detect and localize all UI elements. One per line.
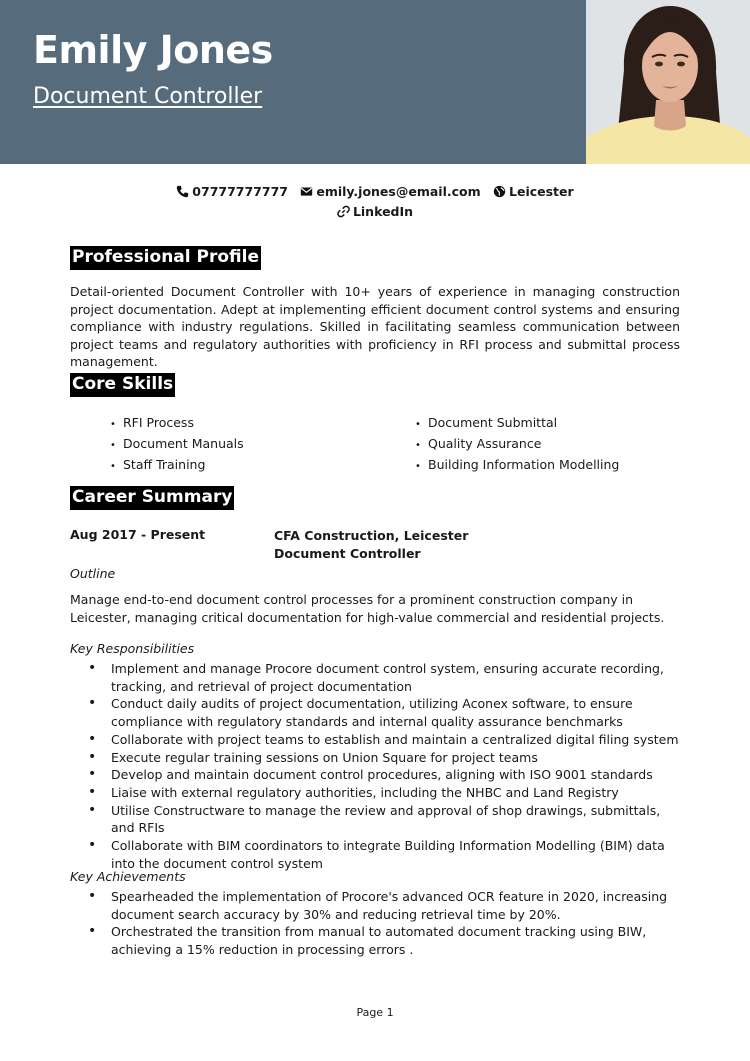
linkedin-text: LinkedIn (352, 204, 414, 219)
outline-text: Manage end-to-end document control processes for a prominent construction company in Leicester, managing critical documentation for high-value commercial and residential projects. (70, 592, 665, 625)
page-number: Page 1 (356, 1006, 394, 1019)
profile-photo (586, 0, 750, 164)
contact-location (493, 182, 574, 202)
job-company: CFA Construction, Leicester (274, 528, 469, 543)
phone-text: 07777777777 (192, 184, 288, 199)
envelope-icon (300, 185, 313, 198)
skill-item: • RFI Process (110, 413, 244, 434)
phone-icon (176, 185, 189, 198)
candidate-name: Emily Jones (33, 28, 273, 72)
link-icon (337, 205, 350, 218)
career-heading: Career Summary (70, 486, 234, 510)
list-item: • Develop and maintain document control procedures, aligning with ISO 9001 standards (87, 766, 687, 784)
job-role: Document Controller (274, 546, 421, 561)
contact-linkedin[interactable] (337, 202, 413, 222)
skills-column-right (415, 413, 619, 476)
skill-item: • Building Information Modelling (415, 455, 619, 476)
list-item: • Collaborate with BIM coordinators to integrate Building Information Modelling (BIM) data into the document control system (87, 837, 687, 872)
list-item: • Execute regular training sessions on Union Square for project teams (87, 749, 687, 767)
profile-heading: Professional Profile (70, 246, 261, 270)
job-company-block (274, 527, 468, 563)
skill-item: • Staff Training (110, 455, 244, 476)
outline-label: Outline (70, 566, 116, 581)
globe-icon (493, 185, 506, 198)
achievements-list (87, 888, 687, 959)
skills-heading: Core Skills (70, 373, 175, 397)
list-item: • Liaise with external regulatory authorities, including the NHBC and Land Registry (87, 784, 687, 802)
achievements-label: Key Achievements (70, 869, 186, 884)
skill-item: • Quality Assurance (415, 434, 619, 455)
list-item: • Implement and manage Procore document control system, ensuring accurate recording, tracking, and retrieval of project documentation (87, 660, 687, 695)
list-item: • Utilise Constructware to manage the review and approval of shop drawings, submittals, and RFIs (87, 802, 687, 837)
email-text: emily.jones@email.com (316, 184, 481, 199)
job-date: Aug 2017 - Present (70, 527, 206, 542)
skills-column-left (110, 413, 244, 476)
list-item: • Conduct daily audits of project documentation, utilizing Aconex software, to ensure compliance with regulatory standards and internal quality assurance benchmarks (87, 695, 687, 730)
skill-item: • Document Submittal (415, 413, 619, 434)
list-item: • Collaborate with project teams to establish and maintain a centralized digital filing system (87, 731, 687, 749)
profile-text: Detail-oriented Document Controller with 10+ years of experience in managing construction project documentation. Adept at implementing efficient document control systems and ensuring compliance with industry regulations. Skilled in facilitating seamless communication between project teams and regulatory authorities with proficiency in RFI process and submittal process management. (70, 284, 680, 370)
responsibilities-label: Key Responsibilities (70, 641, 195, 656)
contact-email[interactable] (300, 182, 480, 202)
list-item: • Spearheaded the implementation of Procore's advanced OCR feature in 2020, increasing document search accuracy by 30% and reducing retrieval time by 20%. (87, 888, 687, 923)
location-text: Leicester (509, 184, 574, 199)
candidate-job-title: Document Controller (33, 84, 263, 109)
list-item: • Orchestrated the transition from manual to automated document tracking using BIW, achieving a 15% reduction in processing errors . (87, 923, 687, 958)
responsibilities-list (87, 660, 687, 872)
contact-phone[interactable] (176, 182, 288, 202)
contact-bar (0, 182, 750, 222)
skill-item: • Document Manuals (110, 434, 244, 455)
